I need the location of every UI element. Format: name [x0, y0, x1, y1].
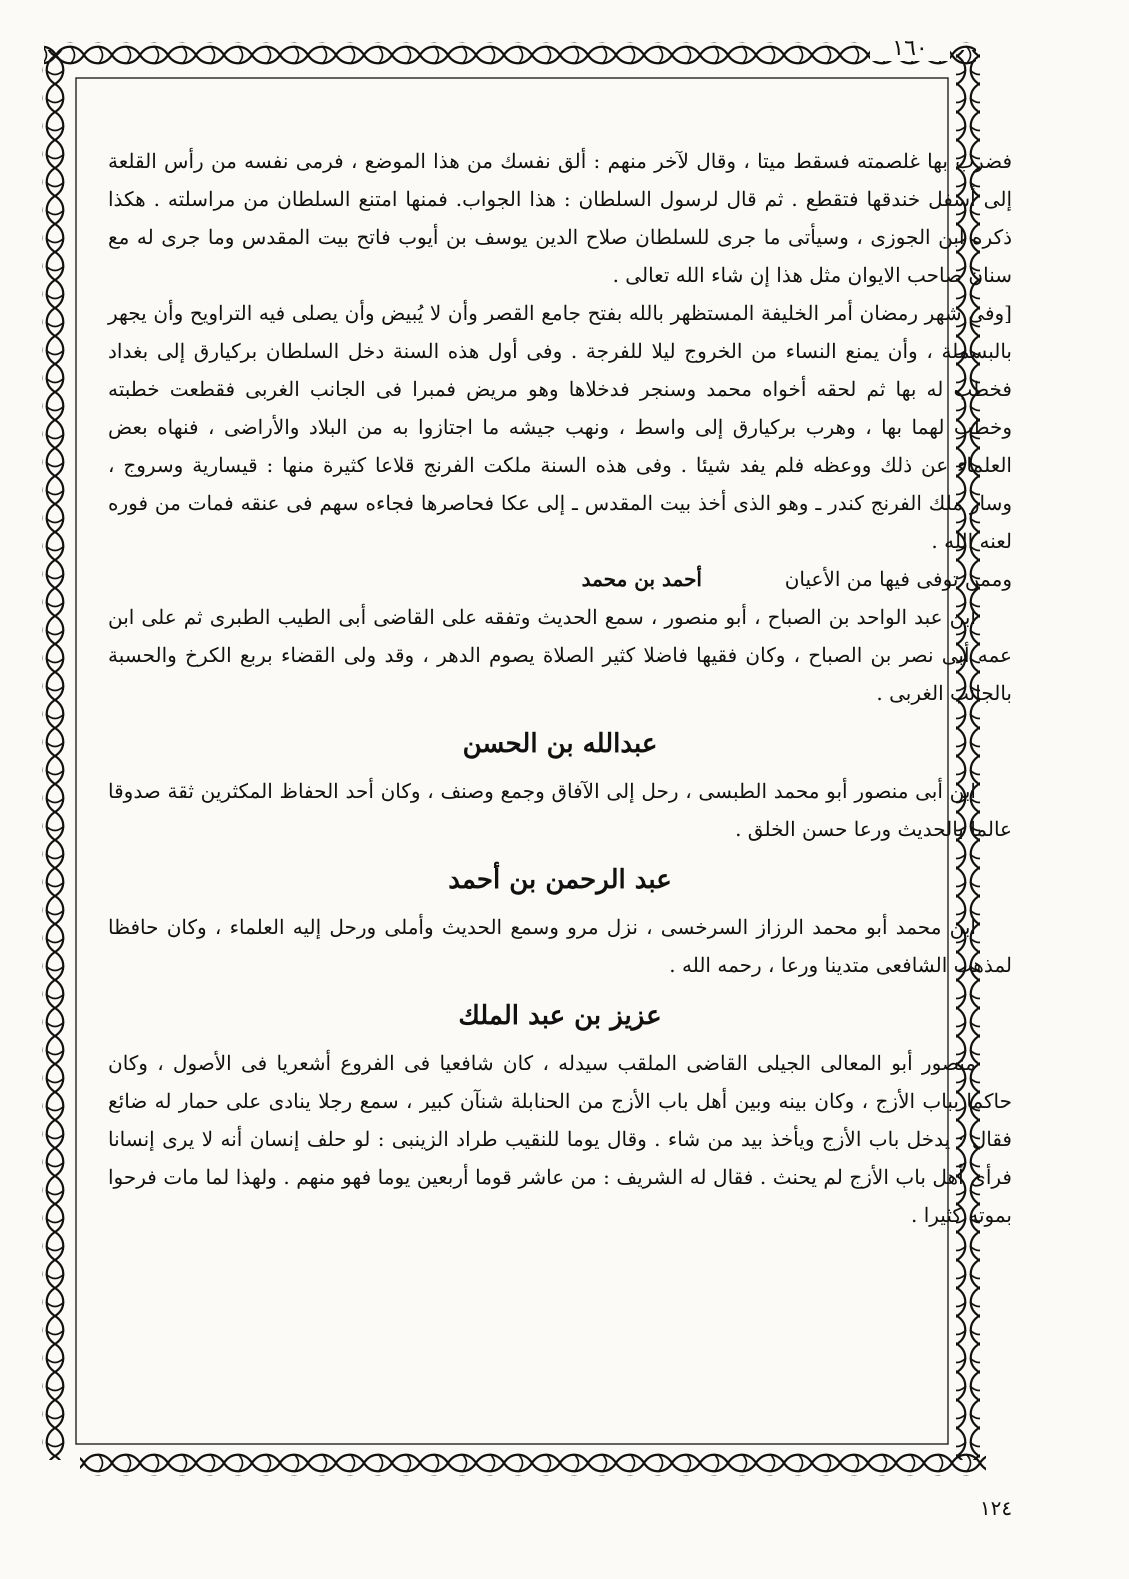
entry-heading: أحمد بن محمد — [581, 567, 702, 591]
mention-line — [108, 560, 1012, 598]
page-number: ١٦٠ — [870, 36, 950, 61]
entry-heading: عبد الرحمن بن أحمد — [448, 865, 672, 895]
entry-heading: عزيز بن عبد الملك — [458, 1001, 662, 1031]
paragraph: ابن عبد الواحد بن الصباح ، أبو منصور ، سمع الحديث وتفقه على القاضى أبى الطيب الطبرى ثم على ابن عمه أبى نصر بن الصباح ، وكان فقيها فاضلا كثير الصلاة يصوم الدهر ، وقد ولى القضاء بربع الكرخ والحسبة بالجانب الغربى . — [108, 605, 1012, 705]
paragraph: فضرب بها غلصمته فسقط ميتا ، وقال لآخر منهم : ألق نفسك من هذا الموضع ، فرمى نفسه من رأس القلعة إلى أسفل خندقها فتقطع . ثم قال لرسول السلطان : هذا الجواب. فمنها امتنع السلطان من مراسلته . هكذا ذكره ابن الجوزى ، وسيأتى ما جرى للسلطان صلاح الدين يوسف بن أيوب فاتح بيت المقدس وما جرى له مع سنان صاحب الايوان مثل هذا إن شاء الله تعالى . — [108, 149, 1013, 287]
paragraph: ابن أبى منصور أبو محمد الطبسى ، رحل إلى الآفاق وجمع وصنف ، وكان أحد الحفاظ المكثرين ثقة صدوقا عالما بالحديث ورعا حسن الخلق . — [108, 779, 1012, 841]
signature-mark: ١٢٤ — [979, 1496, 1013, 1520]
page-body — [108, 142, 1012, 1422]
paragraph: منصور أبو المعالى الجيلى القاضى الملقب سيدله ، كان شافعيا فى الفروع أشعريا فى الأصول ، وكان حاكما بباب الأزج ، وكان بينه وبين أهل باب الأزج من الحنابلة شنآن كبير ، سمع رجلا ينادى على حمار له ضائع فقال : يدخل باب الأزج ويأخذ بيد من شاء . وقال يوما للنقيب طراد الزينبى : لو حلف إنسان أنه لا يرى إنسانا فرأى أهل باب الأزج لم يحنث . فقال له الشريف : من عاشر قوما أربعين يوما فهو منهم . ولهذا لما مات فرحوا بموته كثيرا . — [108, 1051, 1012, 1227]
entry-heading: عبدالله بن الحسن — [462, 729, 658, 759]
paragraph: ابن محمد أبو محمد الرزاز السرخسى ، نزل مرو وسمع الحديث وأملى ورحل إليه العلماء ، وكان حافظا لمذهب الشافعى متدينا ورعا ، رحمه الله . — [108, 915, 1012, 977]
mention-lead: وممن توفى فيها من الأعيان — [784, 567, 1012, 591]
paragraph: [وفى شهر رمضان أمر الخليفة المستظهر بالله بفتح جامع القصر وأن لا يُبيض وأن يصلى فيه التراويح وأن يجهر بالبسملة ، وأن يمنع النساء من الخروج ليلا للفرجة . وفى أول هذه السنة دخل السلطان بركيارق إلى بغداد فخطب له بها ثم لحقه أخواه محمد وسنجر فدخلاها وهو مريض فمبرا فى الجانب الغربى فقطعت خطبته وخطب لهما بها ، وهرب بركيارق إلى واسط ، ونهب جيشه ما اجتازوا به من البلاد والأراضى ، فنهاه بعض العلماء عن ذلك ووعظه فلم يفد شيئا . وفى هذه السنة ملكت الفرنج قلاعا كثيرة منها : قيسارية وسروج ، وسار ملك الفرنج كندر ـ وهو الذى أخذ بيت المقدس ـ إلى عكا فحاصرها فجاءه سهم فى عنقه فمات من فوره لعنه الله . — [108, 301, 1012, 553]
